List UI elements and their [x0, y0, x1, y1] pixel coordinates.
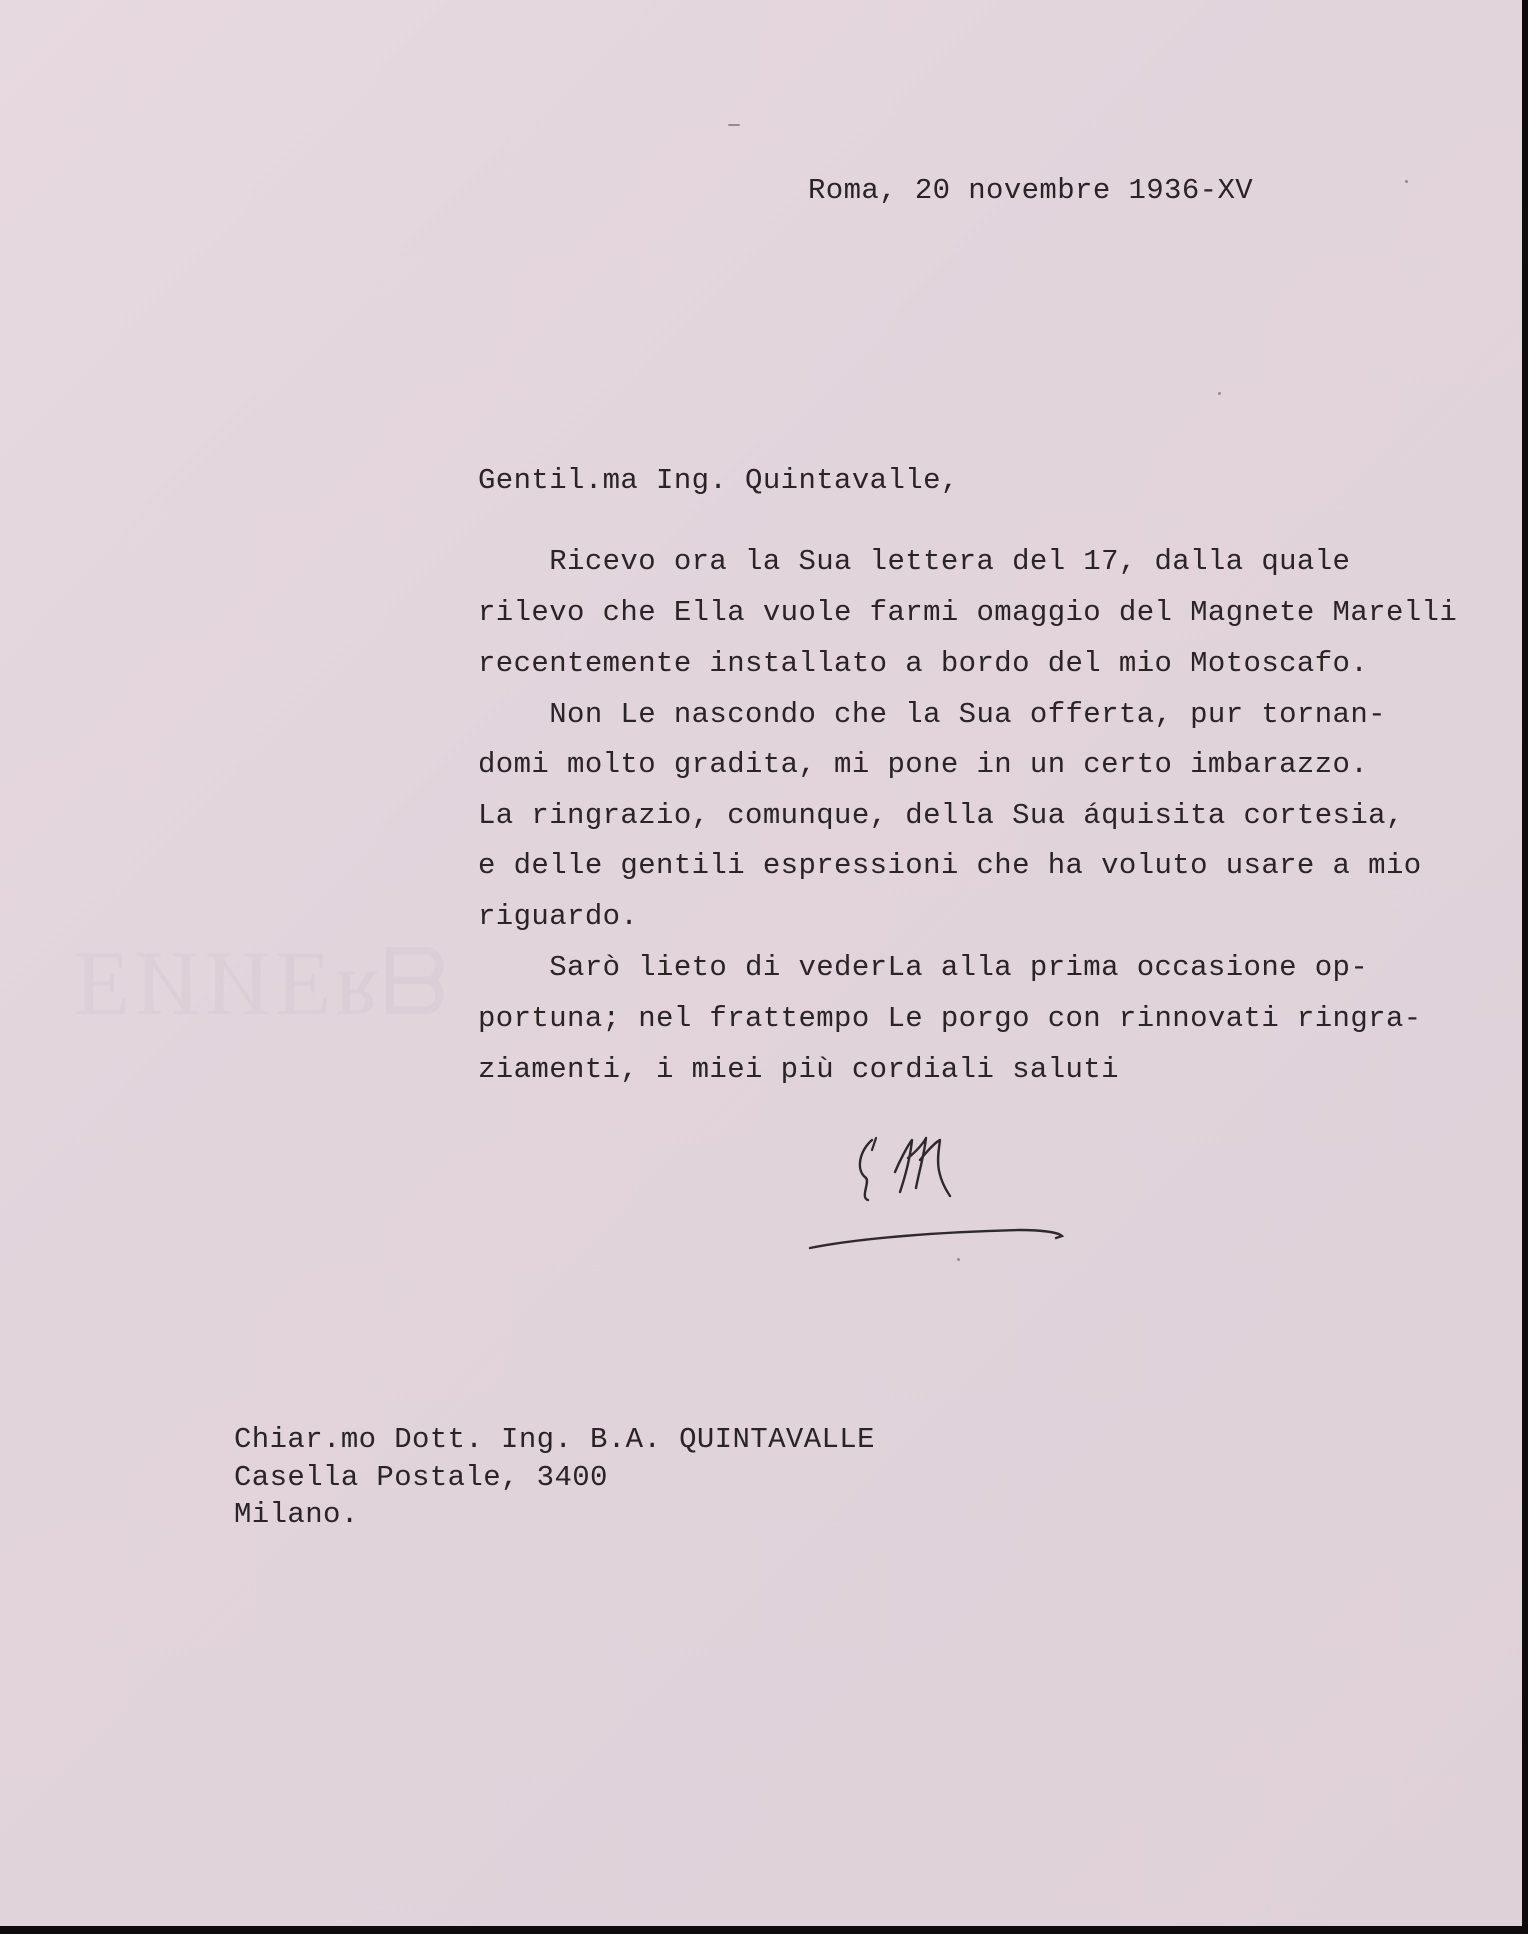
- bleed-through-watermark: ᗺᴚƎИИƎ: [70, 932, 449, 1034]
- body-line: domi molto gradita, mi pone in un certo imbarazzo.: [478, 748, 1369, 781]
- paper-speck: [1218, 392, 1221, 395]
- body-line: recentemente installato a bordo del mio Motoscafo.: [478, 647, 1369, 680]
- address-line: Chiar.mo Dott. Ing. B.A. QUINTAVALLE: [234, 1423, 875, 1456]
- body-line: Sarò lieto di vederLa alla prima occasione op-: [478, 951, 1369, 984]
- handwritten-signature: [800, 1120, 1070, 1250]
- address-line: Casella Postale, 3400: [234, 1461, 608, 1494]
- body-line: rilevo che Ella vuole farmi omaggio del Magnete Marelli: [478, 596, 1458, 629]
- address-line: Milano.: [234, 1498, 359, 1531]
- body-line: e delle gentili espressioni che ha voluto usare a mio: [478, 849, 1422, 882]
- body-line: Ricevo ora la Sua lettera del 17, dalla quale: [478, 545, 1351, 578]
- paper-speck: [957, 1258, 960, 1261]
- body-line: ziamenti, i miei più cordiali saluti: [478, 1053, 1119, 1086]
- body-line: La ringrazio, comunque, della Sua áquisita cortesia,: [478, 799, 1404, 832]
- paper-speck: [1405, 180, 1408, 183]
- body-line: riguardo.: [478, 900, 639, 933]
- paper-speck: [728, 124, 740, 126]
- body-line: portuna; nel frattempo Le porgo con rinnovati ringra-: [478, 1002, 1422, 1035]
- salutation: Gentil.ma Ing. Quintavalle,: [478, 464, 959, 497]
- body-line: Non Le nascondo che la Sua offerta, pur tornan-: [478, 698, 1386, 731]
- letter-date: Roma, 20 novembre 1936-XV: [808, 174, 1254, 207]
